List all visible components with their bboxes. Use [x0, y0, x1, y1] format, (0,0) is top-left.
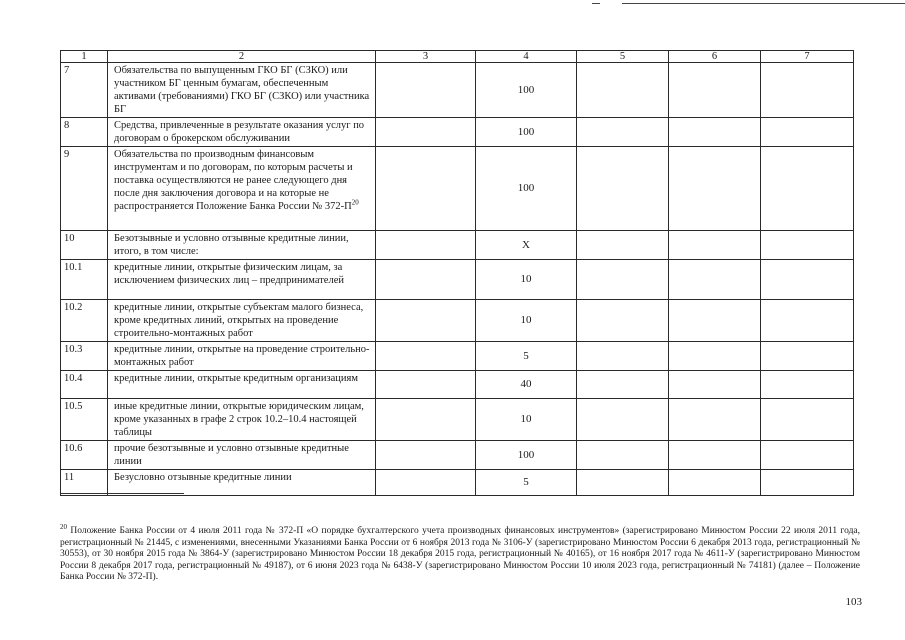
cell-col7: [761, 470, 854, 496]
col-header-5: 5: [577, 51, 669, 63]
cell-col6: [669, 63, 761, 118]
description-text: Средства, привлеченные в результате оказания услуг по договорам о брокерском обслуживании: [114, 120, 365, 144]
cell-col3: [376, 63, 476, 118]
row-number: 10.5: [61, 399, 108, 441]
description-text: Обязательства по производным финансовым инструментам и по договорам, по которым расчеты и поставка осуществляются не ранее следующего дня после дня заключения договора и на которые не распространяется Положение Банка России № 372-П: [114, 149, 353, 212]
cell-col6: [669, 399, 761, 441]
col-header-2: 2: [108, 51, 376, 63]
col-header-1: 1: [61, 51, 108, 63]
cell-coefficient: 40: [476, 371, 577, 399]
cell-col3: [376, 441, 476, 470]
description-text: кредитные линии, открытые на проведение строительно-монтажных работ: [114, 344, 370, 368]
cell-coefficient: 100: [476, 441, 577, 470]
top-rule-left: [592, 3, 600, 4]
cell-col5: [577, 300, 669, 342]
row-description: [108, 470, 376, 496]
description-text: прочие безотзывные и условно отзывные кредитные линии: [114, 443, 349, 467]
cell-col6: [669, 371, 761, 399]
row-number: 8: [61, 118, 108, 147]
cell-col7: [761, 342, 854, 371]
row-number: 7: [61, 63, 108, 118]
cell-col5: [577, 63, 669, 118]
table-row: [61, 399, 854, 441]
footnote-ref: 20: [351, 198, 359, 207]
row-description: [108, 231, 376, 260]
cell-col7: [761, 371, 854, 399]
description-text: иные кредитные линии, открытые юридическим лицам, кроме указанных в графе 2 строк 10.2–10.4 настоящей таблицы: [114, 401, 364, 438]
cell-col5: [577, 342, 669, 371]
table-row: [61, 118, 854, 147]
description-text: кредитные линии, открытые субъектам малого бизнеса, кроме кредитных линий, открытых на проведение строительно-монтажных работ: [114, 302, 364, 339]
row-description: [108, 371, 376, 399]
row-number: 10.6: [61, 441, 108, 470]
table-row: [61, 470, 854, 496]
table-row: [61, 441, 854, 470]
cell-col7: [761, 63, 854, 118]
cell-col7: [761, 147, 854, 231]
row-description: [108, 118, 376, 147]
row-number: 10.2: [61, 300, 108, 342]
cell-col6: [669, 300, 761, 342]
cell-col6: [669, 231, 761, 260]
description-text: кредитные линии, открытые кредитным организациям: [114, 373, 358, 384]
cell-coefficient: 100: [476, 63, 577, 118]
cell-col3: [376, 342, 476, 371]
description-text: кредитные линии, открытые физическим лицам, за исключением физических лиц – предпринимателей: [114, 262, 344, 286]
cell-col7: [761, 118, 854, 147]
cell-coefficient: 100: [476, 118, 577, 147]
cell-col5: [577, 231, 669, 260]
cell-col3: [376, 231, 476, 260]
cell-coefficient: 10: [476, 300, 577, 342]
cell-col6: [669, 470, 761, 496]
cell-coefficient: 10: [476, 399, 577, 441]
row-description: [108, 63, 376, 118]
cell-col6: [669, 260, 761, 300]
cell-col5: [577, 118, 669, 147]
cell-col7: [761, 441, 854, 470]
footnote-text: Положение Банка России от 4 июля 2011 года № 372-П «О порядке бухгалтерского учета производных финансовых инструментов» (зарегистрировано Минюстом России 22 июля 2011 года, регистрационный № 21445, с изменениями, внесенными Указаниями Банка России от 6 ноября 2013 года № 3106-У (зарегистрировано Минюстом России 6 декабря 2013 года, регистрационный № 30553), от 30 ноября 2015 года № 3864-У (зарегистрировано Минюстом России 18 декабря 2015 года, регистрационный № 40165), от 16 ноября 2017 года № 4611-У (зарегистрировано Минюстом России 8 декабря 2017 года, регистрационный № 49187), от 6 июня 2023 года № 6438-У (зарегистрировано Минюстом России 10 июля 2023 года, регистрационный № 74181) (далее – Положение Банка России № 372-П).: [60, 526, 860, 582]
cell-col5: [577, 260, 669, 300]
cell-col3: [376, 371, 476, 399]
row-description: [108, 300, 376, 342]
cell-col7: [761, 231, 854, 260]
table-row: [61, 371, 854, 399]
cell-coefficient: 10: [476, 260, 577, 300]
table-row: [61, 342, 854, 371]
cell-col3: [376, 470, 476, 496]
cell-col3: [376, 118, 476, 147]
cell-col6: [669, 441, 761, 470]
description-text: Безусловно отзывные кредитные линии: [114, 472, 292, 483]
cell-col7: [761, 399, 854, 441]
row-description: [108, 342, 376, 371]
cell-col5: [577, 147, 669, 231]
row-number: 10: [61, 231, 108, 260]
cell-col3: [376, 147, 476, 231]
description-text: Обязательства по выпущенным ГКО БГ (СЗКО) или участником БГ ценным бумагам, обеспеченным активами (требованиями) ГКО БГ (СЗКО) или участника БГ: [114, 65, 370, 115]
cell-col7: [761, 260, 854, 300]
cell-col7: [761, 300, 854, 342]
footnote-marker: 20: [60, 522, 67, 531]
cell-col3: [376, 300, 476, 342]
table-row: [61, 260, 854, 300]
row-number: 10.4: [61, 371, 108, 399]
cell-col5: [577, 371, 669, 399]
row-number: 10.1: [61, 260, 108, 300]
coefficients-table: [60, 50, 854, 496]
cell-col6: [669, 342, 761, 371]
row-number: 11: [61, 470, 108, 496]
col-header-3: 3: [376, 51, 476, 63]
table-row: [61, 300, 854, 342]
cell-coefficient: 100: [476, 147, 577, 231]
page-number: 103: [845, 596, 862, 608]
row-description: [108, 399, 376, 441]
row-number: 9: [61, 147, 108, 231]
row-description: [108, 441, 376, 470]
cell-col3: [376, 260, 476, 300]
cell-coefficient: 5: [476, 470, 577, 496]
cell-col3: [376, 399, 476, 441]
cell-coefficient: X: [476, 231, 577, 260]
table-row: [61, 231, 854, 260]
table-row: [61, 147, 854, 231]
description-text: Безотзывные и условно отзывные кредитные линии, итого, в том числе:: [114, 233, 349, 257]
col-header-6: 6: [669, 51, 761, 63]
cell-col6: [669, 147, 761, 231]
cell-col5: [577, 441, 669, 470]
row-description: [108, 147, 376, 231]
row-number: 10.3: [61, 342, 108, 371]
cell-col6: [669, 118, 761, 147]
row-description: [108, 260, 376, 300]
footnote: [60, 522, 860, 584]
top-rule-right: [622, 3, 905, 4]
table-row: [61, 63, 854, 118]
cell-coefficient: 5: [476, 342, 577, 371]
column-number-row: [61, 51, 854, 63]
cell-col5: [577, 399, 669, 441]
cell-col5: [577, 470, 669, 496]
col-header-7: 7: [761, 51, 854, 63]
col-header-4: 4: [476, 51, 577, 63]
footnote-separator: [60, 493, 184, 494]
